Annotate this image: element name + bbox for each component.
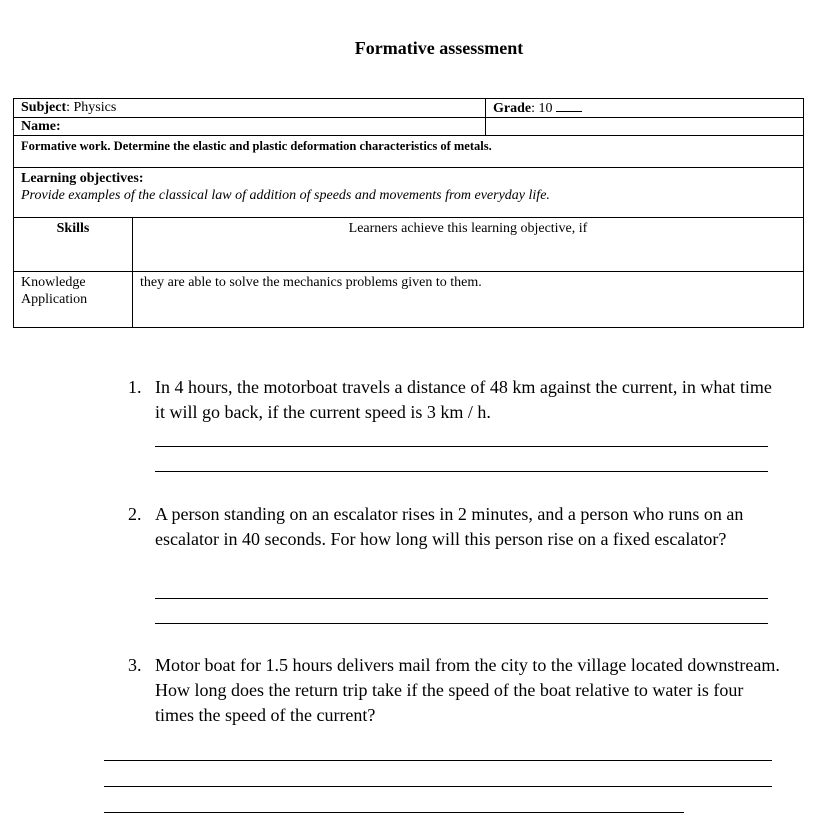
subject-label: Subject	[21, 100, 67, 115]
skill-application: Application	[21, 292, 88, 307]
objectives-text: Provide examples of the classical law of addition of speeds and movements from everyday life.	[21, 188, 550, 203]
page-title: Formative assessment	[354, 38, 524, 58]
objectives-row	[14, 168, 804, 218]
grade-blank	[556, 99, 582, 112]
answer-line	[155, 446, 768, 447]
subject-value: : Physics	[66, 100, 117, 115]
grade-cell	[486, 99, 804, 118]
objectives-cell	[14, 168, 804, 218]
name-row	[14, 118, 804, 136]
answer-line	[155, 598, 768, 599]
skills-header: Skills	[14, 218, 133, 272]
question-text: In 4 hours, the motorboat travels a distance of 48 km against the current, in what time it will go back, if the current speed is 3 km / h.	[155, 377, 772, 422]
subject-row	[14, 99, 804, 118]
question-number: 3.	[128, 655, 142, 675]
question-text: Motor boat for 1.5 hours delivers mail from the city to the village located downstream. How long does the return trip take if the speed of the boat relative to water is four times the speed of the current?	[155, 655, 780, 725]
subject-cell	[14, 99, 486, 118]
criteria-header: Learners achieve this learning objective, if	[133, 218, 804, 272]
answer-line	[104, 812, 684, 813]
name-empty-cell	[486, 118, 804, 136]
skill-knowledge: Knowledge	[21, 275, 86, 290]
skills-header-row	[14, 218, 804, 272]
info-table	[13, 98, 804, 328]
question-text: A person standing on an escalator rises in 2 minutes, and a person who runs on an escalator in 40 seconds. For how long will this person rise on a fixed escalator?	[155, 504, 744, 549]
name-label: Name:	[14, 118, 486, 136]
formative-work: Formative work. Determine the elastic and plastic deformation characteristics of metals.	[14, 136, 804, 168]
answer-line	[104, 760, 772, 761]
question-number: 2.	[128, 504, 142, 524]
grade-label: Grade	[493, 101, 532, 116]
formative-work-row	[14, 136, 804, 168]
criteria-text: they are able to solve the mechanics problems given to them.	[133, 272, 804, 328]
objectives-label: Learning objectives:	[21, 171, 144, 186]
answer-line	[155, 623, 768, 624]
answer-line	[104, 786, 772, 787]
question-number: 1.	[128, 377, 142, 397]
skills-cell	[14, 272, 133, 328]
answer-line	[155, 471, 768, 472]
grade-value: : 10	[531, 101, 556, 116]
skills-row	[14, 272, 804, 328]
